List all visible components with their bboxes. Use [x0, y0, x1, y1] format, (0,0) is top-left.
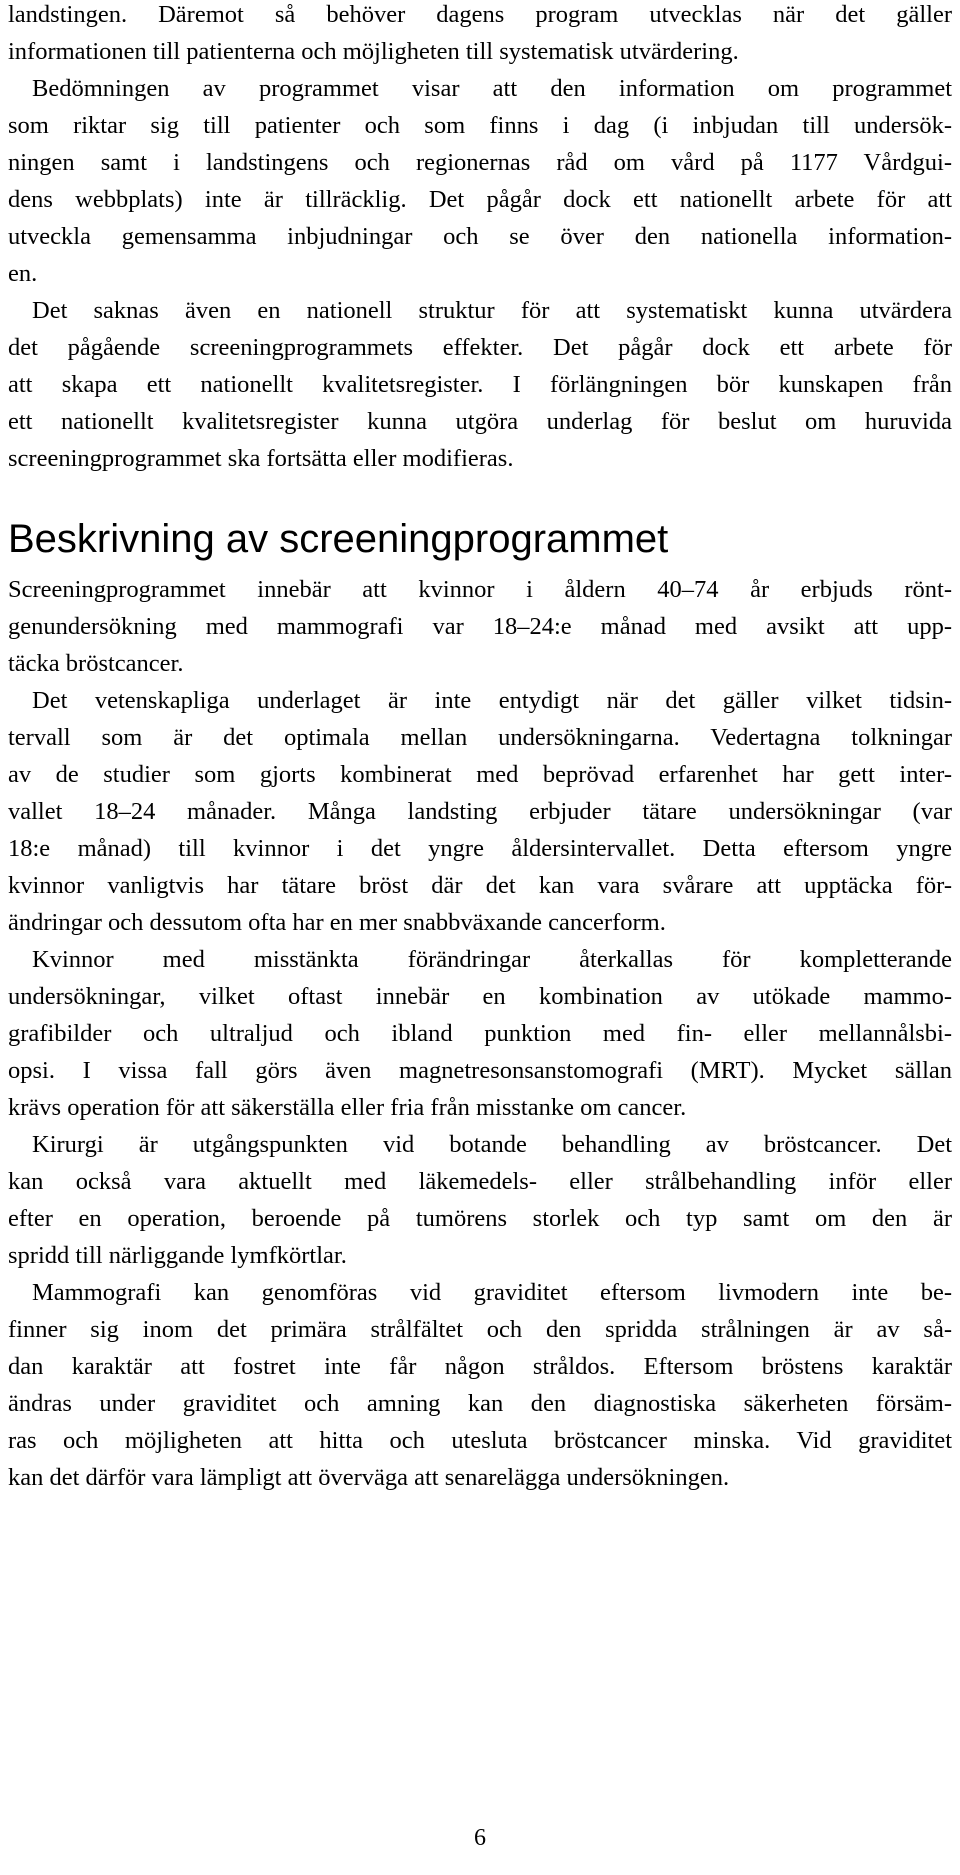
text-line: dens webbplats) inte är tillräcklig. Det pågår dock ett nationellt arbete för att — [8, 186, 952, 213]
text-line: finner sig inom det primära strålfältet och den spridda strålningen är av så- — [8, 1316, 952, 1343]
page-number: 6 — [474, 1825, 486, 1851]
text-line: spridd till närliggande lymfkörtlar. — [8, 1242, 347, 1269]
text-line: det pågående screeningprogrammets effekter. Det pågår dock ett arbete för — [8, 334, 952, 361]
text-line: ras och möjligheten att hitta och utesluta bröstcancer minska. Vid graviditet — [8, 1427, 952, 1454]
section-paragraph-2 — [8, 682, 952, 941]
text-line: screeningprogrammet ska fortsätta eller modifieras. — [8, 445, 514, 472]
text-line: Kvinnor med misstänkta förändringar återkallas för kompletterande — [32, 946, 952, 973]
text-line: ningen samt i landstingens och regionernas råd om vård på 1177 Vårdgui- — [8, 149, 952, 176]
text-line: Det vetenskapliga underlaget är inte entydigt när det gäller vilket tidsin- — [32, 687, 952, 714]
text-line: kan också vara aktuellt med läkemedels- eller strålbehandling inför eller — [8, 1168, 952, 1195]
text-line: genundersökning med mammografi var 18–24:e månad med avsikt att upp- — [8, 613, 952, 640]
intro-paragraph-2 — [8, 70, 952, 292]
text-line: Screeningprogrammet innebär att kvinnor i åldern 40–74 år erbjuds rönt- — [8, 576, 952, 603]
text-line: kan det därför vara lämpligt att överväga att senarelägga undersökningen. — [8, 1464, 730, 1491]
text-line: som riktar sig till patienter och som finns i dag (i inbjudan till undersök- — [8, 112, 952, 139]
text-line: ett nationellt kvalitetsregister kunna utgöra underlag för beslut om huruvida — [8, 408, 952, 435]
text-line: 18:e månad) till kvinnor i det yngre åldersintervallet. Detta eftersom yngre — [8, 835, 952, 862]
section-paragraph-1 — [8, 571, 952, 682]
text-line: opsi. I vissa fall görs även magnetresonsanstomografi (MRT). Mycket sällan — [8, 1057, 952, 1084]
section-paragraph-4 — [8, 1126, 952, 1274]
text-line: kvinnor vanligtvis har tätare bröst där det kan vara svårare att upptäcka för- — [8, 872, 952, 899]
text-line: utveckla gemensamma inbjudningar och se över den nationella information- — [8, 223, 952, 250]
text-line: grafibilder och ultraljud och ibland punktion med fin- eller mellannålsbi- — [8, 1020, 952, 1047]
text-line: ändringar och dessutom ofta har en mer snabbväxande cancerform. — [8, 909, 666, 936]
text-line: vallet 18–24 månader. Många landsting erbjuder tätare undersökningar (var — [8, 798, 952, 825]
text-line: täcka bröstcancer. — [8, 650, 184, 677]
text-line: krävs operation för att säkerställa eller fria från misstanke om cancer. — [8, 1094, 687, 1121]
text-line: att skapa ett nationellt kvalitetsregister. I förlängningen bör kunskapen från — [8, 371, 952, 398]
text-line: av de studier som gjorts kombinerat med beprövad erfarenhet har gett inter- — [8, 761, 952, 788]
text-line: informationen till patienterna och möjligheten till systematisk utvärdering. — [8, 38, 739, 65]
text-line: Mammografi kan genomföras vid graviditet eftersom livmodern inte be- — [32, 1279, 952, 1306]
text-line: efter en operation, beroende på tumörens storlek och typ samt om den är — [8, 1205, 952, 1232]
text-line: Kirurgi är utgångspunkten vid botande behandling av bröstcancer. Det — [32, 1131, 952, 1158]
text-line: tervall som är det optimala mellan undersökningarna. Vedertagna tolkningar — [8, 724, 952, 751]
text-line: en. — [8, 260, 38, 287]
section-heading: Beskrivning av screeningprogrammet — [8, 517, 669, 561]
text-line: ändras under graviditet och amning kan den diagnostiska säkerheten försäm- — [8, 1390, 952, 1417]
section-paragraph-3 — [8, 941, 952, 1126]
intro-paragraph-3 — [8, 292, 952, 477]
text-line: dan karaktär att fostret inte får någon stråldos. Eftersom bröstens karaktär — [8, 1353, 952, 1380]
text-line: landstingen. Däremot så behöver dagens program utvecklas när det gäller — [8, 1, 952, 28]
text-line: Bedömningen av programmet visar att den information om programmet — [32, 75, 952, 102]
text-line: undersökningar, vilket oftast innebär en kombination av utökade mammo- — [8, 983, 952, 1010]
intro-paragraph-1 — [8, 0, 952, 70]
section-paragraph-5 — [8, 1274, 952, 1496]
text-line: Det saknas även en nationell struktur för att systematiskt kunna utvärdera — [32, 297, 952, 324]
